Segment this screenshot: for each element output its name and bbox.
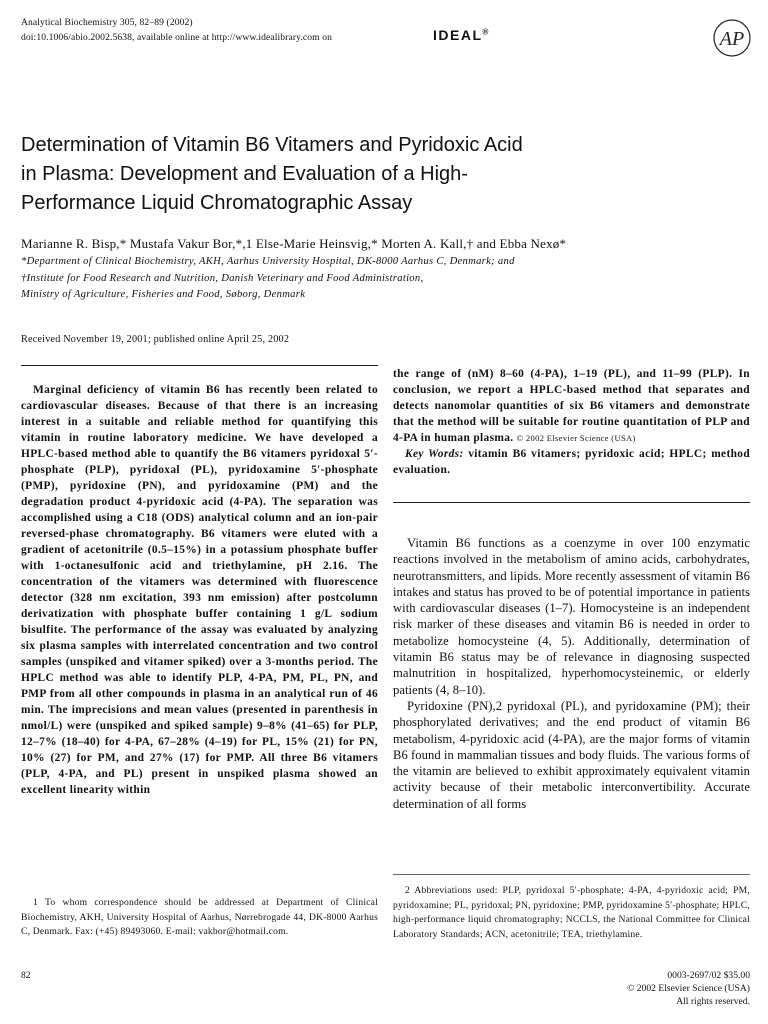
copyright-block <box>627 969 750 1008</box>
abstract-copyright: © 2002 Elsevier Science (USA) <box>516 433 636 443</box>
abstract-right <box>393 366 750 478</box>
doi-line: doi:10.1006/abio.2002.5638, available online at http://www.idealibrary.com on <box>21 32 332 43</box>
body-paragraph: Pyridoxine (PN),2 pyridoxal (PL), and pyridoxamine (PM); their phosphorylated derivatives; and the end product of vitamin B6 metabolism, 4-pyridoxic acid (4-PA), are the major forms of vitamin B6 found in mammalian tissues and body fluids. The various forms of the vitamin are believed to exhibit approximately equivalent vitamin activity because of their metabolic interconvertibility. Accurate determination of all forms <box>393 698 750 811</box>
affiliation-line: Ministry of Agriculture, Fisheries and Food, Søborg, Denmark <box>21 289 306 300</box>
ideal-logo: IDEAL® <box>433 27 490 43</box>
footnote-rule <box>393 874 750 875</box>
abstract-text-left: Marginal deficiency of vitamin B6 has recently been related to cardiovascular diseases. Because of that there is an increasing interest in a suitable and reliable method for quantifying this vitamin in routine laboratory medicine. We have developed a HPLC-based method able to quantify the B6 vitamers pyridoxal 5′-phosphate (PLP), pyridoxal (PL), pyridoxamine 5′-phosphate (PMP), pyridoxine (PN), and pyridoxamine (PM) and the degradation product 4-pyridoxic acid (4-PA). The separation was accomplished using a C18 (ODS) analytical column and an ion-pair reversed-phase chromatography. B6 vitamers were eluted with a gradient of acetonitrile (0.5–15%) in a potassium phosphate buffer with 1-octanesulfonic acid and triethylamine, pH 2.16. The concentration of the vitamers was determined with fluorescence detector (328 nm excitation, 393 nm emission) after postcolumn derivatization with phosphate buffer containing 1 g/L sodium bisulfite. The performance of the assay was evaluated by analyzing six plasma samples with interrelated concentration and two control samples (unspiked and vitamer spiked) over a 3-months period. The HPLC method was able to identify PLP, 4-PA, PM, PL, PN, and PMP from all other compounds in plasma in an analytical run of 46 min. The imprecisions and mean values (presented in parenthesis in nmol/L) were (unspiked and spiked sample) 9–8% (41–65) for PLP, 12–7% (18–40) for 4-PA, 67–28% (4–19) for PL, 15% (21) for PN, 10% (27) for PM, and 27% (17) for PMP. All three B6 vitamers (PLP, 4-PA, and PL) present in unspiked plasma showed an excellent linearity within <box>21 384 378 796</box>
author-list: Marianne R. Bisp,* Mustafa Vakur Bor,*,1 Else-Marie Heinsvig,* Morten A. Kall,† and Ebba Nexø* <box>21 236 567 251</box>
footnote-1: 1 To whom correspondence should be addressed at Department of Clinical Biochemistry, AKH, University Hospital of Aarhus, Nørrebrogade 44, DK-8000 Aarhus C, Denmark. Fax: (+45) 89493060. E-mail: vakbor@hotmail.com. <box>21 897 378 937</box>
paper-title <box>21 131 721 218</box>
title-line: in Plasma: Development and Evaluation of a High- <box>21 163 468 185</box>
footnote-correspondence <box>21 896 378 940</box>
body-paragraph: Vitamin B6 functions as a coenzyme in over 100 enzymatic reactions involved in the metabolism of amino acids, carbohydrates, neurotransmitters, and lipids. More recently assessment of vitamin B6 intakes and status has proved to be of potential importance in patients with cardiovascular diseases (1–7). Homocysteine is an independent risk marker of these diseases and vitamin B6 is needed in order to metabolize homocysteine (4, 5). Additionally, determination of vitamin B6 status may be of relevance in diagnosing suspected malnutrition in hospitalized, hyperhomocysteinemic, or elderly patients (4, 8–10). <box>393 536 750 697</box>
key-words: vitamin B6 vitamers; pyridoxic acid; HPLC; method evaluation. <box>393 448 751 476</box>
journal-citation: Analytical Biochemistry 305, 82–89 (2002) <box>21 17 193 28</box>
affiliations <box>21 254 761 304</box>
footnote-abbreviations <box>393 884 750 942</box>
abstract-left <box>21 382 378 798</box>
copyright-line: © 2002 Elsevier Science (USA) <box>627 983 750 994</box>
ideal-logo-text: IDEAL <box>433 27 483 43</box>
title-line: Performance Liquid Chromatographic Assay <box>21 192 413 214</box>
abstract-text-right: the range of (nM) 8–60 (4-PA), 1–19 (PL), and 11–99 (PLP). In conclusion, we report a HPLC-based method that separates and detects nanomolar quantities of six B6 vitamers and demonstrate that the method will be suitable for routine quantitation of PLP and 4-PA in human plasma. <box>393 368 750 444</box>
key-words-label: Key Words: <box>405 448 464 460</box>
received-date: Received November 19, 2001; published online April 25, 2002 <box>21 334 290 345</box>
affiliation-line: *Department of Clinical Biochemistry, AKH, Aarhus University Hospital, DK-8000 Aarhus C, Denmark; and <box>21 256 515 267</box>
title-line: Determination of Vitamin B6 Vitamers and Pyridoxic Acid <box>21 134 523 156</box>
affiliation-line: †Institute for Food Research and Nutrition, Danish Veterinary and Food Administration, <box>21 272 424 284</box>
ap-logo-letters: AP <box>719 28 745 50</box>
issn-price: 0003-2697/02 $35.00 <box>667 970 750 981</box>
rights-line: All rights reserved. <box>676 996 750 1007</box>
abstract-rule-right <box>393 502 750 503</box>
ap-logo <box>712 18 752 58</box>
page-number: 82 <box>21 970 31 981</box>
abstract-rule-left <box>21 365 378 366</box>
body-text <box>393 535 750 812</box>
ap-seal-icon <box>712 18 752 58</box>
footnote-2: 2 Abbreviations used: PLP, pyridoxal 5′-phosphate; 4-PA, 4-pyridoxic acid; PM, pyridoxamine; PL, pyridoxal; PN, pyridoxine; PMP, pyridoxamine 5′-phosphate; HPLC, high-performance liquid chromatography; NCCLS, the National Committee for Clinical Laboratory Standards; ACN, acetonitrile; TEA, triethylamine. <box>393 885 750 940</box>
